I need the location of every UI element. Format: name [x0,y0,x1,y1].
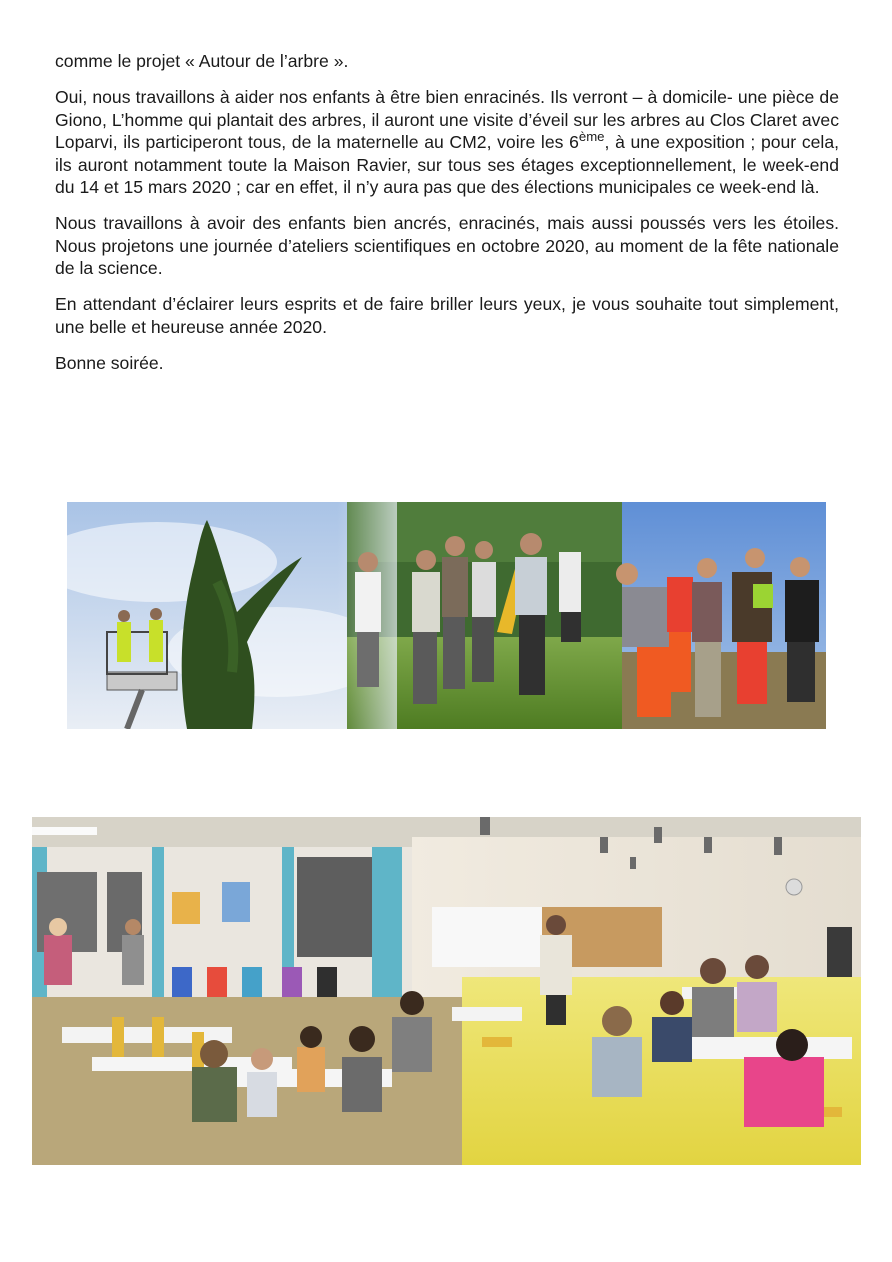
collage-photo [67,502,826,729]
canteen-illustration [32,817,861,1165]
collage-illustration [67,502,826,729]
closing-line: Bonne soirée. [55,352,164,373]
canteen-photo [32,817,861,1165]
paragraph-4: En attendant d’éclairer leurs esprits et de faire briller leurs yeux, je vous souhaite tout simplement, une belle et heureuse année 2020. [55,294,839,337]
paragraph-2 [55,86,839,199]
paragraph-2-part-2: , à une exposition ; pour cela, ils auront notamment toute la Maison Ravier, sur tous ses étages exceptionnellement, le week-end du 14 et 15 mars 2020 ; car en effet, il n’y aura pas que des élections municipales ce week-end là. [55,132,839,197]
paragraph-3: Nous travaillons à avoir des enfants bien ancrés, enracinés, mais aussi poussés vers les étoiles. Nous projetons une journée d’ateliers scientifiques en octobre 2020, au moment de la fête nationale de la science. [55,213,839,278]
paragraph-2-superscript: ème [578,129,605,145]
paragraph-1: comme le projet « Autour de l’arbre ». [55,51,349,71]
letter-text [55,50,839,388]
paragraph-2-part-1: Oui, nous travaillons à aider nos enfants à être bien enracinés. Ils verront – à domicile- une pièce de Giono, L’homme qui plantait des arbres, il auront une visite d’éveil sur les arbres au Clos Claret avec Loparvi, ils participeront tous, de la maternelle au CM2, voire les 6 [55,87,839,152]
